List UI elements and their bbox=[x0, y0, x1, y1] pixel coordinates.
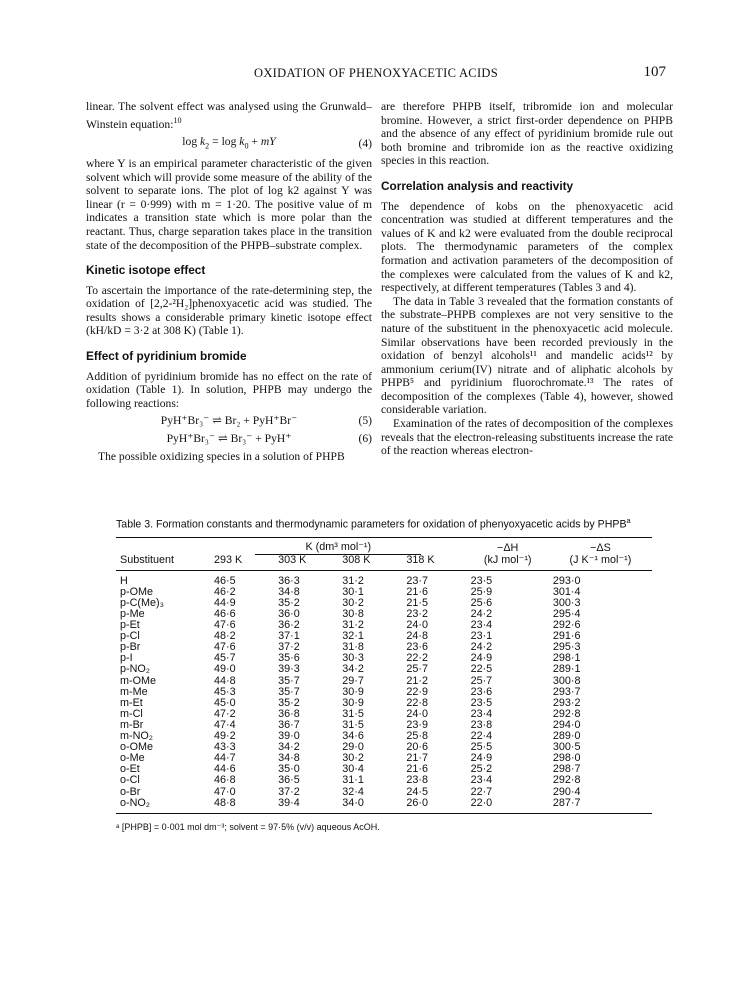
value-cell: 39·3 bbox=[278, 663, 300, 676]
substituent-cell: p-Br bbox=[120, 641, 141, 654]
table-row bbox=[116, 787, 652, 798]
value-cell: 23·8 bbox=[470, 718, 493, 731]
value-cell: 24·5 bbox=[406, 785, 429, 798]
substituent-cell: o-OMe bbox=[120, 741, 153, 754]
substituent-cell: p-I bbox=[120, 652, 133, 665]
value-cell: 300·8 bbox=[552, 674, 581, 687]
value-cell: 21·5 bbox=[406, 596, 429, 609]
value-cell: 36·3 bbox=[278, 574, 300, 587]
value-cell: 44·8 bbox=[214, 674, 236, 687]
value-cell: 293·2 bbox=[552, 696, 581, 709]
value-cell: 23·4 bbox=[470, 774, 493, 787]
value-cell: 24·9 bbox=[470, 652, 493, 665]
value-cell: 25·6 bbox=[470, 596, 493, 609]
right-column bbox=[381, 100, 673, 458]
value-cell: 23·6 bbox=[406, 641, 429, 654]
value-cell: 37·1 bbox=[278, 630, 300, 643]
value-cell: 295·3 bbox=[552, 641, 581, 654]
page-header bbox=[86, 66, 666, 86]
substituent-cell: p-C(Me)₃ bbox=[120, 596, 164, 609]
value-cell: 30·9 bbox=[342, 685, 364, 698]
table-row bbox=[116, 775, 652, 786]
substituent-cell: m-OMe bbox=[120, 674, 156, 687]
substituent-cell: m-Cl bbox=[120, 707, 143, 720]
value-cell: 36·7 bbox=[278, 718, 300, 731]
value-cell: 21·6 bbox=[406, 763, 429, 776]
value-cell: 24·2 bbox=[470, 641, 493, 654]
substituent-cell: o-Et bbox=[120, 763, 140, 776]
value-cell: 24·0 bbox=[406, 707, 429, 720]
left-column bbox=[86, 100, 372, 463]
equation-number: (4) bbox=[358, 137, 372, 151]
value-cell: 34·8 bbox=[278, 585, 300, 598]
equation-number: (6) bbox=[358, 432, 372, 446]
value-cell: 26·0 bbox=[402, 798, 466, 814]
value-cell: 48·8 bbox=[210, 798, 274, 814]
substituent-cell: m-Me bbox=[120, 685, 148, 698]
value-cell: 35·7 bbox=[278, 685, 300, 698]
value-cell: 25·7 bbox=[406, 663, 429, 676]
value-cell: 30·9 bbox=[342, 696, 364, 709]
value-cell: 34·2 bbox=[342, 663, 364, 676]
value-cell: 295·4 bbox=[552, 608, 581, 620]
ds-header: −ΔS bbox=[549, 537, 652, 555]
value-cell: 25·9 bbox=[470, 585, 493, 598]
value-cell: 35·6 bbox=[278, 652, 300, 665]
value-cell: 23·7 bbox=[406, 574, 429, 587]
value-cell: 287·7 bbox=[549, 798, 652, 814]
substituent-cell: o-Cl bbox=[120, 774, 140, 787]
value-cell: 298·1 bbox=[552, 652, 581, 665]
value-cell: 25·8 bbox=[406, 730, 429, 743]
value-cell: 25·2 bbox=[470, 763, 493, 776]
dh-header: −ΔH bbox=[467, 537, 549, 555]
substituent-cell: p-Et bbox=[120, 619, 140, 632]
data-table bbox=[116, 537, 652, 814]
value-cell: 36·5 bbox=[278, 774, 300, 787]
substituent-cell: o-Me bbox=[120, 752, 145, 765]
value-cell: 300·3 bbox=[552, 596, 581, 609]
value-cell: 24·9 bbox=[470, 752, 493, 765]
value-cell: 20·6 bbox=[406, 741, 429, 754]
value-cell: 22·2 bbox=[406, 652, 429, 665]
substituent-cell: H bbox=[120, 574, 128, 587]
value-cell: 31·8 bbox=[342, 641, 364, 654]
value-cell: 292·8 bbox=[552, 707, 581, 720]
value-cell: 29·7 bbox=[342, 674, 364, 687]
value-cell: 301·4 bbox=[552, 585, 581, 598]
value-cell: 30·2 bbox=[342, 752, 364, 765]
paragraph: Addition of pyridinium bromide has no effect on the rate of oxidation (Table 1). In solution, PHPB may undergo the following reactions: bbox=[86, 369, 372, 410]
value-cell: 49·2 bbox=[214, 730, 236, 743]
value-cell: 36·0 bbox=[278, 608, 300, 620]
k-group-header: K (dm³ mol⁻¹) bbox=[210, 537, 467, 555]
value-cell: 22·4 bbox=[470, 730, 493, 743]
value-cell: 30·8 bbox=[342, 608, 364, 620]
value-cell: 298·0 bbox=[552, 752, 581, 765]
value-cell: 47·2 bbox=[214, 707, 236, 720]
substituent-cell: m-Et bbox=[120, 696, 143, 709]
column-header: 303 K bbox=[274, 555, 338, 571]
value-cell: 43·3 bbox=[214, 741, 236, 754]
value-cell: 32·4 bbox=[342, 785, 364, 798]
value-cell: 46·6 bbox=[214, 608, 236, 620]
substituent-cell: p-OMe bbox=[120, 585, 153, 598]
substituent-cell: p-Cl bbox=[120, 630, 140, 643]
value-cell: 24·0 bbox=[406, 619, 429, 632]
value-cell: 23·4 bbox=[470, 707, 493, 720]
value-cell: 23·5 bbox=[470, 696, 493, 709]
value-cell: 45·3 bbox=[214, 685, 236, 698]
value-cell: 46·5 bbox=[214, 574, 236, 587]
value-cell: 21·6 bbox=[406, 585, 429, 598]
substituent-cell: p-Me bbox=[120, 608, 145, 620]
value-cell: 292·8 bbox=[552, 774, 581, 787]
value-cell: 34·6 bbox=[342, 730, 364, 743]
value-cell: 21·7 bbox=[406, 752, 429, 765]
column-header: 293 K bbox=[210, 555, 274, 571]
table-3 bbox=[116, 516, 652, 833]
value-cell: 37·2 bbox=[278, 641, 300, 654]
section-heading: Effect of pyridinium bromide bbox=[86, 349, 247, 364]
paragraph: The possible oxidizing species in a solution of PHPB bbox=[98, 449, 345, 463]
table-row bbox=[116, 664, 652, 675]
value-cell: 24·2 bbox=[470, 608, 493, 620]
value-cell: 35·7 bbox=[278, 674, 300, 687]
value-cell: 47·6 bbox=[214, 619, 236, 632]
value-cell: 293·7 bbox=[552, 685, 581, 698]
value-cell: 47·0 bbox=[214, 785, 236, 798]
substituent-cell: p-NO₂ bbox=[120, 663, 150, 676]
paragraph: To ascertain the importance of the rate-determining step, the oxidation of [2,2-²H₂]phenoxyacetic acid was studied. The results shows a considerable primary kinetic isotope effect (kH/kD = 3·2 at 308 K) (Table 1). bbox=[86, 283, 372, 338]
equation-5: PyH⁺Br₃⁻ ⇌ Br₂ + PyH⁺Br⁻ (5) bbox=[160, 414, 372, 428]
value-cell: 23·4 bbox=[470, 619, 493, 632]
value-cell: 44·6 bbox=[214, 763, 236, 776]
value-cell: 23·8 bbox=[406, 774, 429, 787]
value-cell: 35·2 bbox=[278, 696, 300, 709]
equation-number: (5) bbox=[358, 414, 372, 428]
substituent-cell: o-NO₂ bbox=[116, 798, 210, 814]
value-cell: 49·0 bbox=[214, 663, 236, 676]
value-cell: 290·4 bbox=[552, 785, 581, 798]
section-heading: Correlation analysis and reactivity bbox=[381, 178, 574, 193]
value-cell: 35·2 bbox=[278, 596, 300, 609]
value-cell: 24·8 bbox=[406, 630, 429, 643]
value-cell: 289·1 bbox=[552, 663, 581, 676]
value-cell: 289·0 bbox=[552, 730, 581, 743]
value-cell: 293·0 bbox=[552, 574, 581, 587]
value-cell: 300·5 bbox=[552, 741, 581, 754]
table-footnote: ᵃ [PHPB] = 0·001 mol dm⁻³; solvent = 97·5% (v/v) aqueous AcOH. bbox=[116, 821, 380, 832]
value-cell: 25·5 bbox=[470, 741, 493, 754]
value-cell: 31·2 bbox=[342, 574, 364, 587]
paragraph: linear. The solvent effect was analysed using the Grunwald–Winstein equation:$^{10}$ bbox=[86, 100, 372, 131]
value-cell: 22·8 bbox=[406, 696, 429, 709]
value-cell: 23·5 bbox=[470, 574, 493, 587]
value-cell: 30·4 bbox=[342, 763, 364, 776]
column-header: 308 K bbox=[338, 555, 402, 571]
value-cell: 31·5 bbox=[342, 707, 364, 720]
value-cell: 46·2 bbox=[214, 585, 236, 598]
value-cell: 291·6 bbox=[552, 630, 581, 643]
column-header: (J K⁻¹ mol⁻¹) bbox=[549, 555, 652, 571]
table-caption: Table 3. Formation constants and thermodynamic parameters for oxidation of phenyoxyacetic acids by PHPB$^a$ bbox=[116, 516, 631, 531]
value-cell: 32·1 bbox=[342, 630, 364, 643]
column-header: 318 K bbox=[402, 555, 466, 571]
table-row bbox=[116, 570, 652, 587]
value-cell: 29·0 bbox=[342, 741, 364, 754]
paragraph: Examination of the rates of decomposition of the complexes reveals that the electron-releasing substituents increase the rate of the reaction whereas electron- bbox=[381, 417, 673, 458]
value-cell: 47·6 bbox=[214, 641, 236, 654]
equation-6: PyH⁺Br₃⁻ ⇌ Br₃⁻ + PyH⁺ (6) bbox=[166, 432, 372, 446]
value-cell: 34·2 bbox=[278, 741, 300, 754]
value-cell: 21·2 bbox=[406, 674, 429, 687]
value-cell: 47·4 bbox=[214, 718, 236, 731]
value-cell: 45·7 bbox=[214, 652, 236, 665]
column-header: (kJ mol⁻¹) bbox=[467, 555, 549, 571]
value-cell: 25·7 bbox=[470, 674, 493, 687]
value-cell: 23·2 bbox=[406, 608, 429, 620]
value-cell: 23·1 bbox=[470, 630, 493, 643]
value-cell: 45·0 bbox=[214, 696, 236, 709]
value-cell: 23·6 bbox=[470, 685, 493, 698]
value-cell: 39·0 bbox=[278, 730, 300, 743]
table-row bbox=[116, 798, 652, 814]
paragraph: The data in Table 3 revealed that the formation constants of the substrate–PHPB complexes are not very sensitive to the nature of the substituent in the phenoxyacetic acid molecule. Similar observations have been recorded previously in the oxidation of benzyl alcohols¹¹ and mandelic acids¹² by ammonium cerium(IV) nitrate and of aliphatic alcohols by PHPB⁵ and pyridinium fluorochromate.¹³ The rates of decomposition of the complexes (Table 4), however, showed considerable variation. bbox=[381, 294, 673, 417]
substituent-cell: o-Br bbox=[120, 785, 141, 798]
substituent-cell: m-NO₂ bbox=[120, 730, 153, 743]
value-cell: 30·3 bbox=[342, 652, 364, 665]
value-cell: 22·5 bbox=[470, 663, 493, 676]
value-cell: 22·0 bbox=[467, 798, 549, 814]
value-cell: 35·0 bbox=[278, 763, 300, 776]
value-cell: 36·8 bbox=[278, 707, 300, 720]
running-title: OXIDATION OF PHENOXYACETIC ACIDS bbox=[254, 66, 498, 80]
value-cell: 292·6 bbox=[552, 619, 581, 632]
value-cell: 48·2 bbox=[214, 630, 236, 643]
value-cell: 30·2 bbox=[342, 596, 364, 609]
value-cell: 22·9 bbox=[406, 685, 429, 698]
value-cell: 298·7 bbox=[552, 763, 581, 776]
value-cell: 39·4 bbox=[274, 798, 338, 814]
value-cell: 22·7 bbox=[470, 785, 493, 798]
value-cell: 31·2 bbox=[342, 619, 364, 632]
value-cell: 31·5 bbox=[342, 718, 364, 731]
value-cell: 23·9 bbox=[406, 718, 429, 731]
table-row bbox=[116, 676, 652, 687]
value-cell: 31·1 bbox=[342, 774, 364, 787]
value-cell: 34·0 bbox=[338, 798, 402, 814]
value-cell: 44·7 bbox=[214, 752, 236, 765]
paragraph: where Y is an empirical parameter characteristic of the given solvent which will provide some measure of the ability of the solvent to separate ions. The plot of log k2 against Y was linear (r = 0·999) with m = 1·20. The positive value of m indicates a transition state which is more polar than the reactant. Thus, charge separation takes place in the transition state of the decomposition of the PHPB–substrate complex. bbox=[86, 156, 372, 252]
value-cell: 37·2 bbox=[278, 785, 300, 798]
equation-4: $\log k_2 = \log k_0$ + mY (4) bbox=[182, 135, 372, 151]
paragraph: The dependence of kobs on the phenoxyacetic acid concentration was studied at different temperatures and the values of K and k2 were evaluated from the double reciprocal plots. The thermodynamic parameters of the complex formation and activation parameters of the decomposition of the complexes were calculated from the values of K and k2, respectively, at different temperatures (Tables 3 and 4). bbox=[381, 199, 673, 295]
column-header: Substituent bbox=[116, 555, 210, 571]
value-cell: 30·1 bbox=[342, 585, 364, 598]
section-heading: Kinetic isotope effect bbox=[86, 263, 206, 278]
value-cell: 44·9 bbox=[214, 596, 236, 609]
page-number: 107 bbox=[643, 64, 666, 80]
value-cell: 34·8 bbox=[278, 752, 300, 765]
value-cell: 46·8 bbox=[214, 774, 236, 787]
value-cell: 294·0 bbox=[552, 718, 581, 731]
substituent-cell: m-Br bbox=[120, 718, 144, 731]
paragraph: are therefore PHPB itself, tribromide ion and molecular bromine. However, a strict first-order dependence on PHPB and the absence of any effect of pyridinium bromide rule out both bromine and tribromide ion as the reactive oxidizing species in this reaction. bbox=[381, 100, 673, 168]
value-cell: 36·2 bbox=[278, 619, 300, 632]
